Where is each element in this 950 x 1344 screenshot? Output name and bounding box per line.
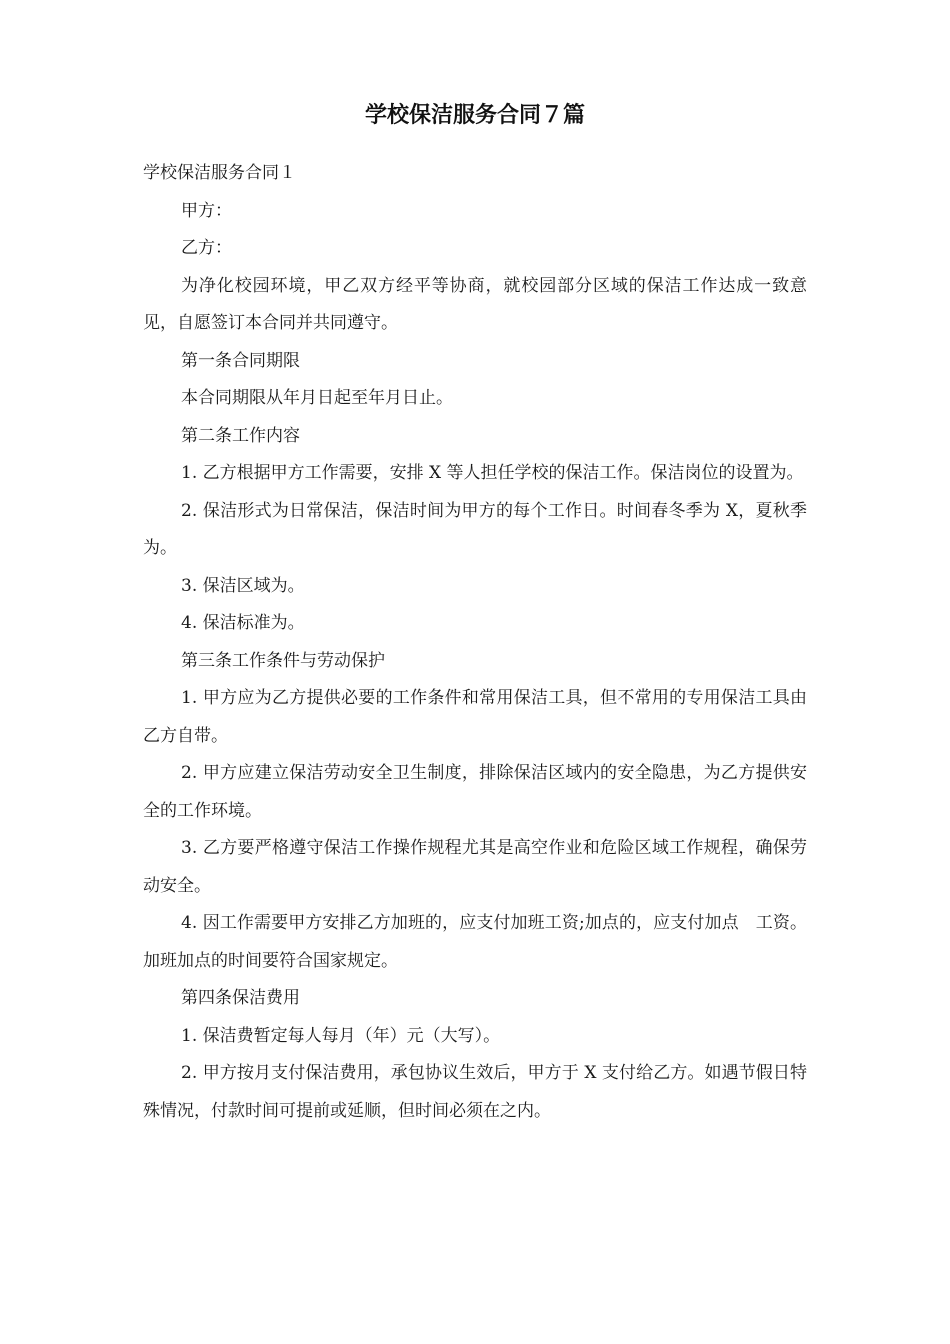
clause-item: 2. 甲方按月支付保洁费用，承包协议生效后，甲方于 X 支付给乙方。如遇节假日特殊情况，付款时间可提前或延顺，但时间必须在之内。 xyxy=(143,1063,807,1121)
preamble-paragraph: 为净化校园环境，甲乙双方经平等协商，就校园部分区域的保洁工作达成一致意见，自愿签订本合同并共同遵守。 xyxy=(143,275,807,333)
paragraph: 本合同期限从年月日起至年月日止。 xyxy=(181,388,453,408)
article-heading: 第三条工作条件与劳动保护 xyxy=(181,650,385,671)
article-heading: 第二条工作内容 xyxy=(181,425,300,446)
clause-item: 4. 因工作需要甲方安排乙方加班的，应支付加班工资;加点的，应支付加点 工资。加班加点的时间要符合国家规定。 xyxy=(143,913,807,971)
document-body xyxy=(143,155,807,1130)
article-heading: 第一条合同期限 xyxy=(181,350,300,371)
article-heading: 第四条保洁费用 xyxy=(181,988,300,1008)
clause-item: 2. 保洁形式为日常保洁，保洁时间为甲方的每个工作日。时间春冬季为 X，夏秋季为。 xyxy=(143,500,807,558)
clause-item: 4. 保洁标准为。 xyxy=(181,613,305,633)
party-a-line: 甲方： xyxy=(181,200,232,221)
clause-item: 1. 甲方应为乙方提供必要的工作条件和常用保洁工具，但不常用的专用保洁工具由乙方自带。 xyxy=(143,688,807,746)
party-b-line: 乙方： xyxy=(181,238,232,258)
document-title: 学校保洁服务合同７篇 xyxy=(364,103,585,128)
section-subtitle: 学校保洁服务合同１ xyxy=(143,163,296,183)
clause-item: 1. 乙方根据甲方工作需要，安排 X 等人担任学校的保洁工作。保洁岗位的设置为。 xyxy=(181,463,804,483)
clause-item: 2. 甲方应建立保洁劳动安全卫生制度，排除保洁区域内的安全隐患，为乙方提供安全的工作环境。 xyxy=(143,763,807,821)
clause-item: 1. 保洁费暂定每人每月（年）元（大写）。 xyxy=(181,1025,501,1046)
clause-item: 3. 乙方要严格遵守保洁工作操作规程尤其是高空作业和危险区域工作规程，确保劳动安全。 xyxy=(143,838,807,896)
clause-item: 3. 保洁区域为。 xyxy=(181,575,305,596)
